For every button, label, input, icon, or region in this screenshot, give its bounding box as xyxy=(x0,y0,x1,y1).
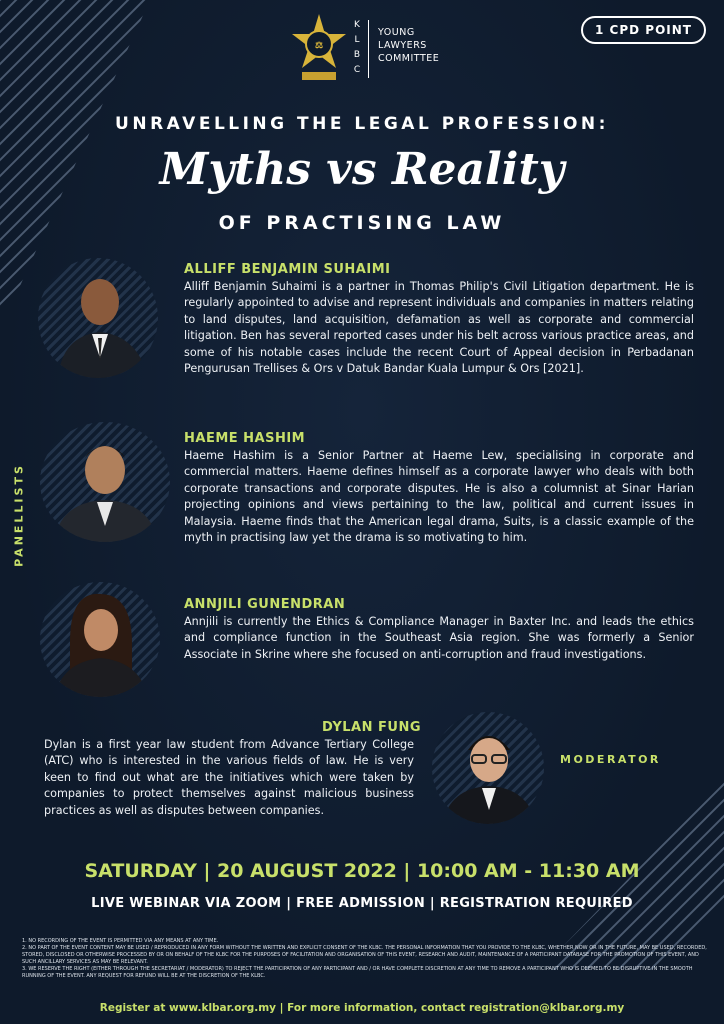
panellist-name: ANNJILI GUNENDRAN xyxy=(184,597,346,612)
moderator-bio: Dylan is a first year law student from Advance Tertiary College (ATC) who is interested in the various fields of law. He is very keen to find out what are the initiatives which were taken by companies to protect themselves against malicious business practices as well as disputes between companies. xyxy=(44,738,414,817)
panellist-bio: Annjili is currently the Ethics & Compliance Manager in Baxter Inc. and leads the ethics and compliance function in the Southeast Asia region. She was formerly a Senior Associate in Skrine where she focused on anti-corruption and fraud investigations. xyxy=(184,615,694,661)
moderator-name: DYLAN FUNG xyxy=(322,720,421,735)
note-item: 3. WE RESERVE THE RIGHT (EITHER THROUGH THE SECRETARIAT / MODERATOR) TO REJECT THE PARTICIPATION OF ANY PARTICIPANT AND / OR HAVE COMPLETE DISCRETION AT ANY TIME TO REMOVE A PARTICIPANT WHO IS DEEMED TO BE DISRUPTIVE IN THE SMOOTH RUNNING OF THE EVENT. ANY REQUEST FOR REFUND WILL BE AT THE DISCRETION OF THE KLBC. xyxy=(22,966,693,979)
svg-text:⚖: ⚖ xyxy=(314,41,324,51)
moderator-photo xyxy=(432,712,544,824)
title-line-3: OF PRACTISING LAW xyxy=(218,212,506,234)
cpd-point-badge: 1 CPD POINT xyxy=(581,16,706,44)
klbc-letters: K L B C xyxy=(353,20,361,75)
person-icon xyxy=(432,712,544,824)
title-line-1: UNRAVELLING THE LEGAL PROFESSION: xyxy=(115,114,609,134)
event-datetime: SATURDAY | 20 AUGUST 2022 | 10:00 AM - 11:30 AM xyxy=(84,860,640,882)
panellist-bio: Haeme Hashim is a Senior Partner at Haeme Lew, specialising in corporate and commercial matters. Haeme defines himself as a corporate lawyer who deals with both corporate transactions and corporate disputes. He is also a columnist at Sinar Harian projecting opinions and views pertaining to the law, political and current issues in Malaysia. Haeme finds that the American legal drama, Suits, is a classic example of the myth in practising law yet the drama is so motivating to him. xyxy=(184,449,694,545)
logo-divider xyxy=(368,20,369,78)
bar-seal-icon xyxy=(288,12,350,82)
committee-name: YOUNG LAWYERS COMMITTEE xyxy=(378,27,440,64)
panellist-name: ALLIFF BENJAMIN SUHAIMI xyxy=(184,262,391,277)
event-details: LIVE WEBINAR VIA ZOOM | FREE ADMISSION | REGISTRATION REQUIRED xyxy=(91,896,633,911)
klbc-logo xyxy=(288,12,488,82)
panellist-photo xyxy=(40,422,170,542)
registration-footer: Register at www.klbar.org.my | For more information, contact registration@klbar.org.my xyxy=(99,1002,625,1014)
panellist-bio: Alliff Benjamin Suhaimi is a partner in Thomas Philip's Civil Litigation department. He is regularly appointed to advise and represent individuals and companies in matters relating to land disputes, land acquisition, defamation as well as corporate and commercial litigation. Ben has several reported cases under his belt across various practice areas, and some of his notable cases include the recent Court of Appeal decision in Perbadanan Pengurusan Trellises & Ors v Datuk Bandar Kuala Lumpur & Ors [2021]. xyxy=(184,280,694,376)
person-icon xyxy=(38,258,158,378)
moderator-label: MODERATOR xyxy=(560,753,661,766)
person-icon xyxy=(40,582,160,697)
panellists-vertical-label: PANELLISTS xyxy=(12,463,26,567)
note-item: 1. NO RECORDING OF THE EVENT IS PERMITTED VIA ANY MEANS AT ANY TIME. xyxy=(22,938,219,944)
note-item: 2. NO PART OF THE EVENT CONTENT MAY BE USED / REPRODUCED IN ANY FORM WITHOUT THE WRITTEN AND EXPLICIT CONSENT OF THE KLBC. THE PERSONAL INFORMATION THAT YOU PROVIDE TO THE KLBC, WHETHER NOW OR IN THE FUTURE, MAY BE USED, RECORDED, STORED, DISCLOSED OR OTHERWISE PROCESSED BY OR ON BEHALF OF THE KLBC FOR THE PURPOSES OF FACILITATION AND ORGANISATION OF THIS EVENT, RESEARCH AND AUDIT, MAINTENANCE OF A PARTICIPANT DATABASE FOR THE PROMOTION OF THIS EVENT, AND SUCH ANCILLARY SERVICES AS MAY BE RELEVANT. xyxy=(22,945,707,965)
title-myths-vs-reality: Myths vs Reality xyxy=(159,144,565,195)
panellist-photo xyxy=(38,258,158,378)
panellist-name: HAEME HASHIM xyxy=(184,431,306,446)
person-icon xyxy=(40,422,170,542)
panellist-photo xyxy=(40,582,160,697)
terms-notes xyxy=(22,938,712,980)
